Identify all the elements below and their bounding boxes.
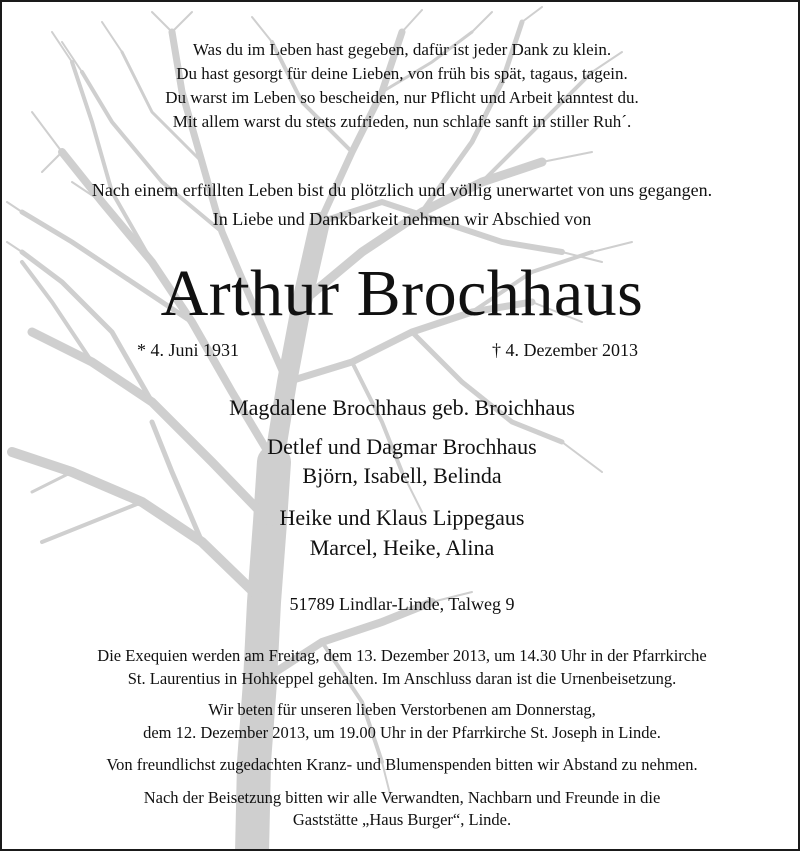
notice-line-1: Die Exequien werden am Freitag, dem 13. Dezember 2013, um 14.30 Uhr in der Pfarrkirche bbox=[97, 646, 707, 665]
poem-line-1: Was du im Leben hast gegeben, dafür ist jeder Dank zu klein. bbox=[192, 40, 612, 59]
family-line-4: Heike und Klaus Lippegaus bbox=[279, 505, 525, 530]
poem-line-2: Du hast gesorgt für deine Lieben, von früh bis spät, tagaus, tagein. bbox=[176, 64, 628, 83]
notice-line-7: Gaststätte „Haus Burger“, Linde. bbox=[292, 810, 512, 829]
notice-line-5: Von freundlichst zugedachten Kranz- und Blumenspenden bitten wir Abstand zu nehmen. bbox=[106, 755, 698, 774]
family-line-5: Marcel, Heike, Alina bbox=[309, 535, 495, 560]
poem-line-3: Du warst im Leben so bescheiden, nur Pflicht und Arbeit kanntest du. bbox=[165, 88, 639, 107]
family-line-3: Björn, Isabell, Belinda bbox=[302, 463, 502, 488]
death-date: † 4. Dezember 2013 bbox=[492, 340, 638, 360]
notice-line-4: dem 12. Dezember 2013, um 19.00 Uhr in der Pfarrkirche St. Joseph in Linde. bbox=[143, 723, 661, 742]
notice-line-2: St. Laurentius in Hohkeppel gehalten. Im Anschluss daran ist die Urnenbeisetzung. bbox=[127, 669, 677, 688]
intro-line-2: In Liebe und Dankbarkeit nehmen wir Abschied von bbox=[212, 209, 592, 229]
family-line-2: Detlef und Dagmar Brochhaus bbox=[267, 434, 537, 459]
notice-line-3: Wir beten für unseren lieben Verstorbenen am Donnerstag, bbox=[208, 700, 596, 719]
family-line-1: Magdalene Brochhaus geb. Broichhaus bbox=[229, 395, 575, 420]
poem-line-4: Mit allem warst du stets zufrieden, nun schlafe sanft in stiller Ruh´. bbox=[172, 112, 632, 131]
intro-line-1: Nach einem erfüllten Leben bist du plötzlich und völlig unerwartet von uns gegangen. bbox=[91, 180, 713, 200]
obituary-content bbox=[2, 2, 800, 851]
deceased-name: Arthur Brochhaus bbox=[160, 257, 644, 330]
birth-date: * 4. Juni 1931 bbox=[137, 340, 240, 360]
address: 51789 Lindlar-Linde, Talweg 9 bbox=[289, 594, 515, 614]
notice-line-6: Nach der Beisetzung bitten wir alle Verwandten, Nachbarn und Freunde in die bbox=[143, 788, 661, 807]
